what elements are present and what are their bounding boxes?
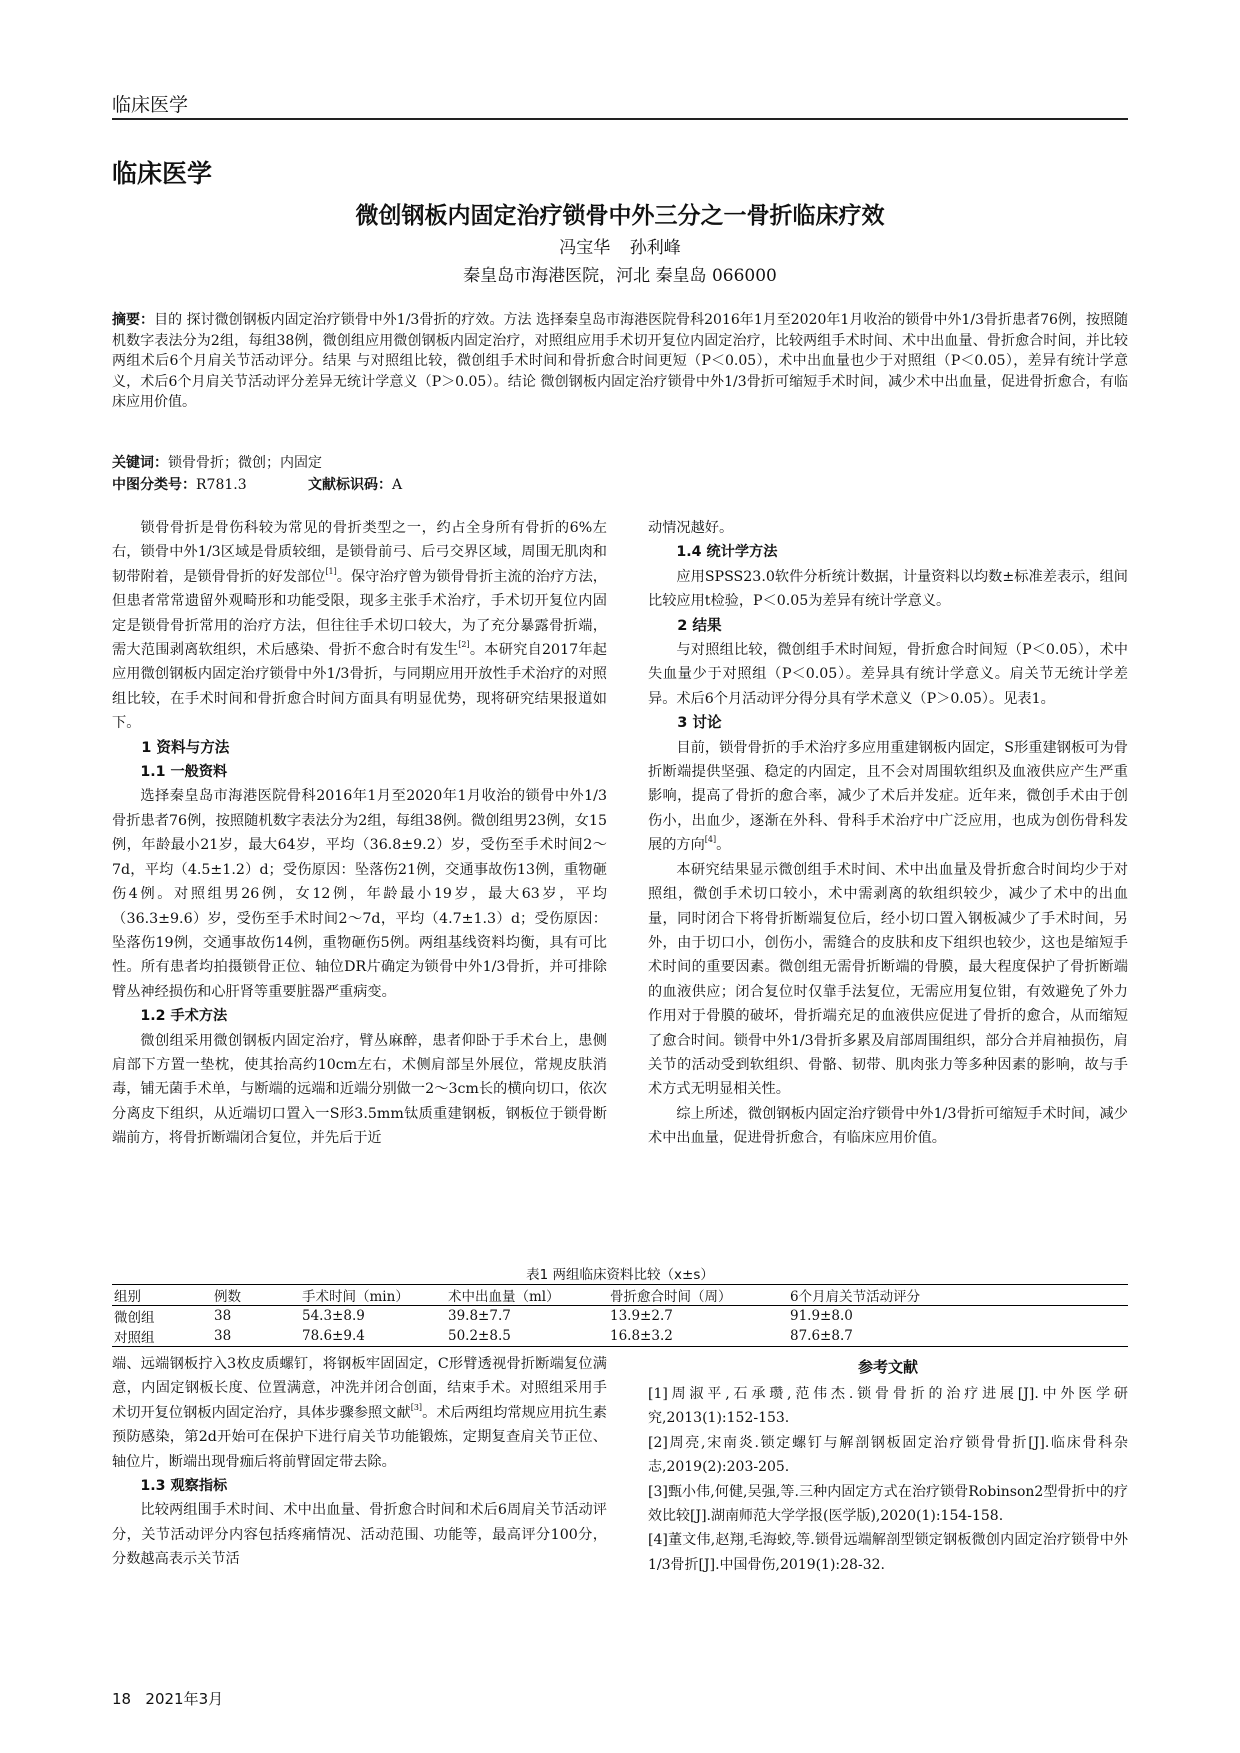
keywords-label: 关键词： (112, 455, 168, 471)
header-rule (112, 118, 1128, 120)
paragraph-statistics: 应用SPSS23.0软件分析统计数据，计量资料以均数±标准差表示，组间比较应用t检验，P＜0.05为差异有统计学意义。 (648, 568, 1128, 610)
table-cell: 91.9±8.0 (790, 1308, 853, 1324)
table-cell: 对照组 (114, 1330, 155, 1346)
table-header-cell: 骨折愈合时间（周） (610, 1289, 732, 1305)
clc-label: 中图分类号： (112, 477, 196, 493)
heading-observation: 1.3 观察指标 (140, 1478, 228, 1495)
results-table (112, 1284, 1128, 1347)
references-heading: 参考文献 (857, 1358, 918, 1376)
running-header: 临床医学 (112, 94, 189, 116)
page-number: 18 (112, 1690, 132, 1708)
table-cell: 13.9±2.7 (610, 1308, 673, 1324)
right-column (648, 516, 1128, 1151)
table-header-cell: 手术时间（min） (302, 1289, 409, 1305)
reference-item: [1]周淑平,石承瓒,范伟杰.锁骨骨折的治疗进展[J].中外医学研究,2013(1):152-153. (648, 1386, 1128, 1427)
paragraph-surgery-method-cont: 端、远端钢板拧入3枚皮质螺钉，将钢板牢固固定，C形臂透视骨折断端复位满意，内固定钢板长度、位置满意，冲洗并闭合创面，结束手术。对照组采用手术切开复位钢板内固定治疗，具体步骤参照文献[3]。术后两组均常规应用抗生素预防感染，第2d开始可在保护下进行肩关节功能锻炼，定期复查肩关节正位、轴位片，断端出现骨痂后将前臂固定带去除。 (112, 1356, 607, 1470)
authors: 冯宝华 孙利峰 (559, 238, 681, 258)
citation-1[interactable]: [1] (325, 566, 337, 576)
table-cell: 87.6±8.7 (790, 1328, 853, 1344)
doc-code-value: A (392, 477, 403, 493)
table-cell: 54.3±8.9 (302, 1308, 365, 1324)
table-header-row (112, 1285, 1128, 1306)
table-row (112, 1306, 1128, 1327)
page-footer (112, 1688, 223, 1709)
table-cell: 16.8±3.2 (610, 1328, 673, 1344)
left-column (112, 516, 607, 1151)
table-row (112, 1326, 1128, 1347)
abstract-label: 摘要： (112, 312, 155, 328)
table-header-cell: 术中出血量（ml） (448, 1289, 560, 1305)
doc-code-label: 文献标识码： (308, 477, 392, 493)
clc-value: R781.3 (196, 477, 247, 493)
references-list (648, 1382, 1128, 1577)
abstract (112, 310, 1128, 413)
citation-4[interactable]: [4] (704, 835, 717, 845)
paragraph-observation: 比较两组围手术时间、术中出血量、骨折愈合时间和术后6周肩关节活动评分，关节活动评分内容包括疼痛情况、活动范围、功能等，最高评分100分，分数越高表示关节活 (112, 1502, 607, 1568)
section-title: 临床医学 (112, 159, 213, 188)
citation-2[interactable]: [2] (458, 640, 470, 650)
table-header-cell: 组别 (114, 1289, 141, 1305)
heading-surgery-method: 1.2 手术方法 (140, 1008, 228, 1025)
heading-results: 2 结果 (677, 616, 722, 634)
table-cell: 38 (214, 1308, 232, 1324)
table-header-cell: 6个月肩关节活动评分 (790, 1289, 921, 1305)
keywords-text: 锁骨骨折；微创；内固定 (168, 455, 322, 471)
paragraph-conclusion: 综上所述，微创钢板内固定治疗锁骨中外1/3骨折可缩短手术时间，减少术中出血量，促进骨折愈合，有临床应用价值。 (648, 1105, 1128, 1147)
classification (112, 474, 402, 494)
table-cell: 38 (214, 1328, 232, 1344)
heading-discussion: 3 讨论 (677, 714, 722, 732)
left-column-lower (112, 1352, 607, 1572)
table-cell: 50.2±8.5 (448, 1328, 511, 1344)
keywords (112, 452, 322, 472)
paragraph-observation-end: 动情况越好。 (648, 520, 734, 536)
table-header-cell: 例数 (214, 1289, 241, 1305)
reference-item: [4]董文伟,赵翔,毛海蛟,等.锁骨远端解剖型锁定钢板微创内固定治疗锁骨中外1/3骨折[J].中国骨伤,2019(1):28-32. (648, 1532, 1128, 1573)
affiliation: 秦皇岛市海港医院，河北 秦皇岛 066000 (463, 266, 777, 286)
paragraph-discussion-1: 目前，锁骨骨折的手术治疗多应用重建钢板内固定，S形重建钢板可为骨折断端提供坚强、稳定的内固定，且不会对周围软组织及血液供应产生严重影响，提高了骨折的愈合率，减少了术后并发症。近年来，微创手术由于创伤小，出血少，逐渐在外科、骨科手术治疗中广泛应用，也成为创伤骨科发展的方向[4]。 (648, 739, 1128, 854)
table-cell: 39.8±7.7 (448, 1308, 511, 1324)
table-cell: 78.6±9.4 (302, 1328, 365, 1344)
heading-methods: 1 资料与方法 (141, 738, 230, 756)
article-title: 微创钢板内固定治疗锁骨中外三分之一骨折临床疗效 (355, 203, 885, 229)
issue-date: 2021年3月 (145, 1690, 224, 1708)
abstract-text: 目的 探讨微创钢板内固定治疗锁骨中外1/3骨折的疗效。方法 选择秦皇岛市海港医院骨科2016年1月至2020年1月收治的锁骨中外1/3骨折患者76例，按照随机数字表法分为2组，每组38例，微创组应用微创钢板内固定治疗，对照组应用手术切开复位内固定治疗，比较两组手术时间、术中出血量、骨折愈合时间，并比较两组术后6个月肩关节活动评分。结果 与对照组比较，微创组手术时间和骨折愈合时间更短（P＜0.05），术中出血量也少于对照组（P＜0.05），差异有统计学意义，术后6个月肩关节活动评分差异无统计学意义（P＞0.05）。结论 微创钢板内固定治疗锁骨中外1/3骨折可缩短手术时间，减少术中出血量，促进骨折愈合，有临床应用价值。 (112, 312, 1128, 410)
heading-general-data: 1.1 一般资料 (140, 764, 228, 781)
paragraph-general-data: 选择秦皇岛市海港医院骨科2016年1月至2020年1月收治的锁骨中外1/3骨折患者76例，按照随机数字表法分为2组，每组38例。微创组男23例，女15例，年龄最小21岁，最大64岁，平均（36.8±9.2）岁，受伤至手术时间2～7d，平均（4.5±1.2）d；受伤原因：坠落伤21例，交通事故伤13例，重物砸伤4例。对照组男26例，女12例，年龄最小19岁，最大63岁，平均（36.3±9.6）岁，受伤至手术时间2～7d，平均（4.7±1.3）d；受伤原因：坠落伤19例，交通事故伤14例，重物砸伤5例。两组基线资料均衡，具有可比性。所有患者均拍摄锁骨正位、轴位DR片确定为锁骨中外1/3骨折，并可排除臂丛神经损伤和心肝肾等重要脏器严重病变。 (112, 788, 607, 1000)
paragraph-surgery-method: 微创组采用微创钢板内固定治疗，臂丛麻醉，患者仰卧于手术台上，患侧肩部下方置一垫枕，使其抬高约10cm左右，术侧肩部呈外展位，常规皮肤消毒，铺无菌手术单，与断端的远端和近端分别做一2～3cm长的横向切口，依次分离皮下组织，从近端切口置入一S形3.5mm钛质重建钢板，钢板位于锁骨断端前方，将骨折断端闭合复位，并先后于近 (112, 1032, 607, 1147)
reference-item: [2]周亮,宋南炎.锁定螺钉与解剖钢板固定治疗锁骨骨折[J].临床骨科杂志,2019(2):203-205. (648, 1434, 1128, 1476)
paragraph-discussion-2: 本研究结果显示微创组手术时间、术中出血量及骨折愈合时间均少于对照组，微创手术切口较小，术中需剥离的软组织较少，减少了术中的出血量，同时闭合下将骨折断端复位后，经小切口置入钢板减少了手术时间，另外，由于切口小，创伤小，需缝合的皮肤和皮下组织也较少，这也是缩短手术时间的重要因素。微创组无需骨折断端的骨膜，最大程度保护了骨折断端的血液供应；闭合复位时仅靠手法复位，无需应用复位钳，有效避免了外力作用对于骨膜的破坏，骨折端充足的血液供应促进了骨折的愈合，从而缩短了愈合时间。锁骨中外1/3骨折多累及肩部周围组织，部分合并肩袖损伤，肩关节的活动受到软组织、骨骼、韧带、肌肉张力等多种因素的影响，故与手术方式无明显相关性。 (648, 861, 1128, 1098)
paragraph-results: 与对照组比较，微创组手术时间短，骨折愈合时间短（P＜0.05），术中失血量少于对照组（P＜0.05）。差异具有统计学意义。肩关节无统计学差异。术后6个月活动评分得分具有学术意义（P＞0.05）。见表1。 (648, 642, 1128, 707)
table-caption: 表1 两组临床资料比较（x±s） (526, 1267, 714, 1283)
intro-paragraph: 锁骨骨折是骨伤科较为常见的骨折类型之一，约占全身所有骨折的6%左右，锁骨中外1/3区域是骨质较细，是锁骨前弓、后弓交界区域，周围无肌肉和韧带附着，是锁骨骨折的好发部位[1]。保守治疗曾为锁骨骨折主流的治疗方法，但患者常常遗留外观畸形和功能受限，现多主张手术治疗，手术切开复位内固定是锁骨骨折常用的治疗方法，但往往手术切口较大，为了充分暴露骨折端，需大范围剥离软组织，术后感染、骨折不愈合时有发生[2]。本研究自2017年起应用微创钢板内固定治疗锁骨中外1/3骨折，与同期应用开放性手术治疗的对照组比较，在手术时间和骨折愈合时间方面具有明显优势，现将研究结果报道如下。 (112, 520, 607, 732)
citation-3[interactable]: [3] (410, 1402, 423, 1412)
reference-item: [3]甄小伟,何健,吴强,等.三种内固定方式在治疗锁骨Robinson2型骨折中的疗效比较[J].湖南师范大学学报(医学版),2020(1):154-158. (648, 1483, 1128, 1525)
table-cell: 微创组 (114, 1310, 155, 1326)
heading-statistics: 1.4 统计学方法 (676, 544, 778, 561)
